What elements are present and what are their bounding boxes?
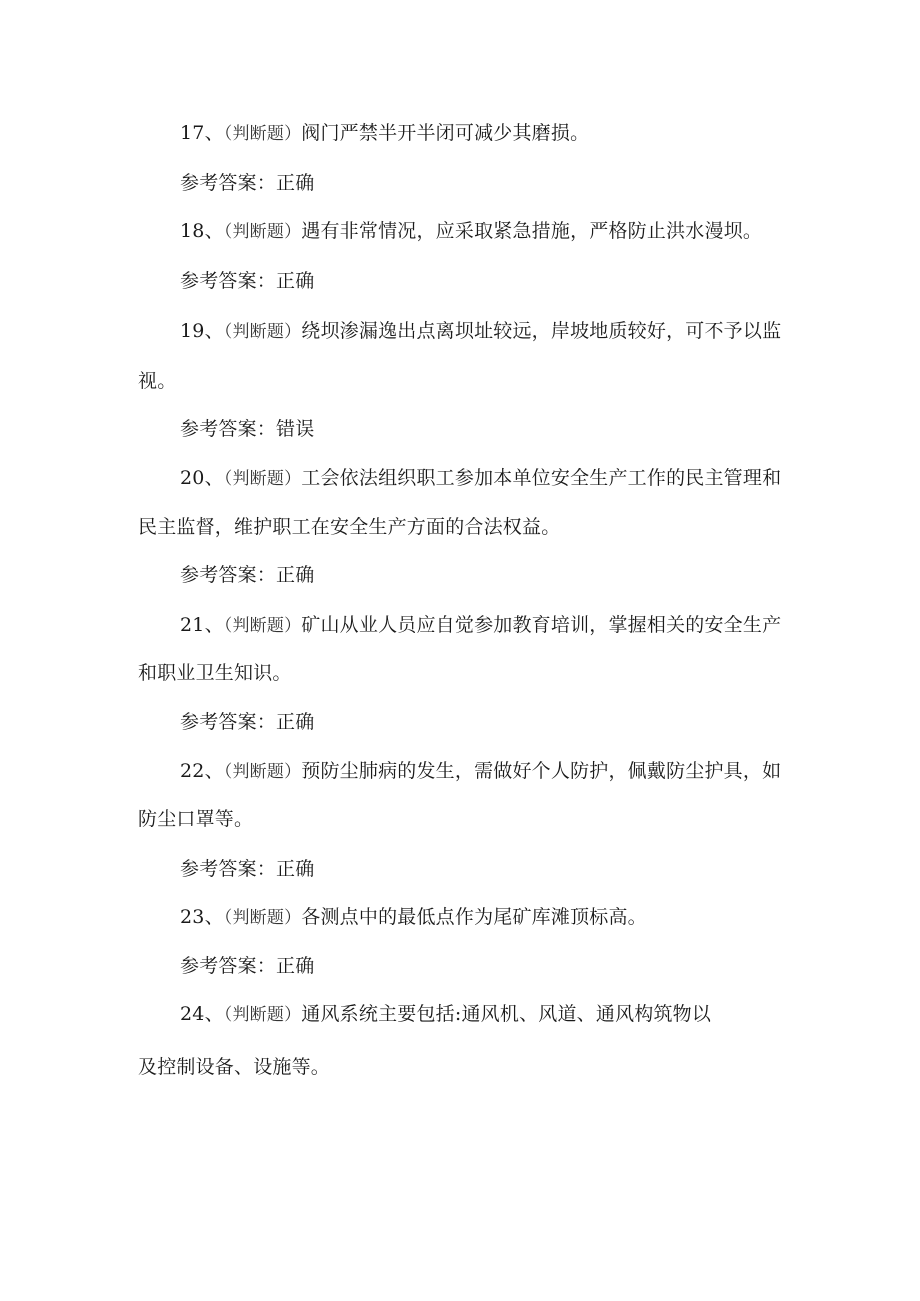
- question-21: [180, 612, 781, 639]
- question-22: [180, 758, 781, 785]
- question-type: （判断题）: [223, 762, 302, 782]
- answer-22: [180, 856, 314, 882]
- question-number: 17、: [180, 122, 224, 144]
- question-type: （判断题）: [223, 222, 302, 242]
- answer-17: [180, 170, 314, 196]
- answer-label: 参考答案：: [180, 955, 277, 977]
- question-text: 和职业卫生知识。: [138, 662, 292, 684]
- question-number: 20、: [180, 467, 224, 489]
- question-text: 阀门严禁半开半闭可减少其磨损。: [301, 122, 590, 144]
- answer-20: [180, 562, 314, 588]
- question-text: 绕坝渗漏逸出点离坝址较远，岸坡地质较好，可不予以监: [301, 320, 782, 342]
- question-text: 矿山从业人员应自觉参加教育培训，掌握相关的安全生产: [301, 614, 782, 636]
- question-text: 通风系统主要包括:通风机、风道、通风构筑物以: [301, 1003, 712, 1025]
- question-23: [180, 904, 647, 931]
- answer-value: 正确: [276, 172, 315, 194]
- question-19-continuation: [138, 368, 176, 394]
- question-17: [180, 120, 589, 147]
- question-text: 视。: [138, 370, 177, 392]
- question-text: 各测点中的最低点作为尾矿库滩顶标高。: [301, 906, 647, 928]
- question-24-continuation: [138, 1054, 330, 1080]
- question-text: 防尘口罩等。: [138, 808, 254, 830]
- question-text: 工会依法组织职工参加本单位安全生产工作的民主管理和: [301, 467, 782, 489]
- answer-value: 正确: [276, 711, 315, 733]
- answer-19: [180, 416, 314, 442]
- question-type: （判断题）: [223, 1005, 302, 1025]
- answer-18: [180, 268, 314, 294]
- answer-label: 参考答案：: [180, 711, 277, 733]
- answer-value: 正确: [276, 270, 315, 292]
- answer-23: [180, 953, 314, 979]
- question-number: 19、: [180, 320, 224, 342]
- question-type: （判断题）: [223, 322, 302, 342]
- question-21-continuation: [138, 660, 292, 686]
- question-number: 18、: [180, 220, 224, 242]
- question-number: 24、: [180, 1003, 224, 1025]
- question-18: [180, 218, 762, 245]
- question-number: 21、: [180, 614, 224, 636]
- question-text: 及控制设备、设施等。: [138, 1056, 331, 1078]
- question-text: 预防尘肺病的发生，需做好个人防护，佩戴防尘护具，如: [301, 760, 782, 782]
- question-20: [180, 465, 781, 492]
- answer-value: 正确: [276, 858, 315, 880]
- question-type: （判断题）: [223, 908, 302, 928]
- question-24: [180, 1001, 711, 1028]
- question-19: [180, 318, 781, 345]
- answer-21: [180, 709, 314, 735]
- question-type: （判断题）: [223, 124, 302, 144]
- question-20-continuation: [138, 514, 560, 540]
- question-number: 22、: [180, 760, 224, 782]
- answer-label: 参考答案：: [180, 564, 277, 586]
- question-22-continuation: [138, 806, 253, 832]
- question-text: 民主监督，维护职工在安全生产方面的合法权益。: [138, 516, 561, 538]
- answer-label: 参考答案：: [180, 270, 277, 292]
- answer-value: 正确: [276, 564, 315, 586]
- answer-value: 正确: [276, 955, 315, 977]
- question-type: （判断题）: [223, 469, 302, 489]
- question-type: （判断题）: [223, 616, 302, 636]
- answer-label: 参考答案：: [180, 858, 277, 880]
- answer-label: 参考答案：: [180, 418, 277, 440]
- question-number: 23、: [180, 906, 224, 928]
- answer-value: 错误: [276, 418, 315, 440]
- question-text: 遇有非常情况，应采取紧急措施，严格防止洪水漫坝。: [301, 220, 763, 242]
- answer-label: 参考答案：: [180, 172, 277, 194]
